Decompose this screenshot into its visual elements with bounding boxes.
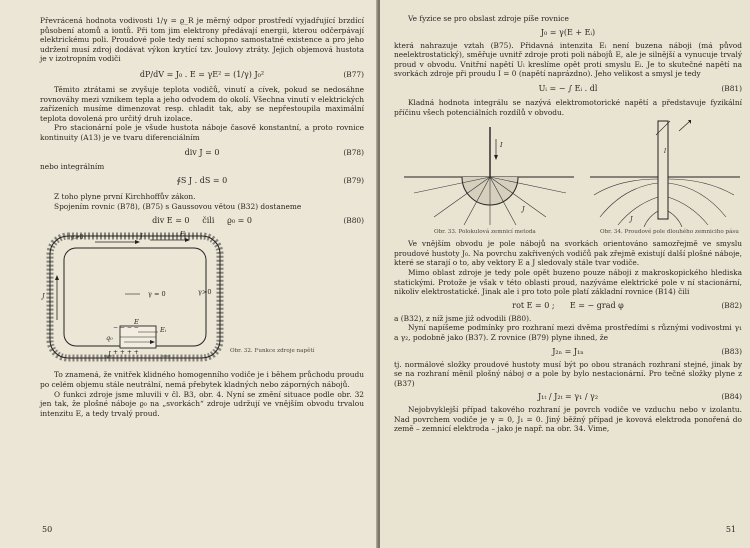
equation-part: rot E = 0 ; bbox=[512, 300, 555, 310]
equation-b77 bbox=[40, 69, 364, 80]
paragraph: Mimo oblast zdroje je tedy pole opět buzeno pouze náboji z makroskopického hlediska statickými. Protože je však v této oblasti proud, nazýváme elektrické pole v ní stacionární, nikoliv elektrostatické. Jinak ale i pro toto pole platí základní rovnice (B14) čili bbox=[394, 267, 742, 297]
paragraph: Spojením rovnic (B78), (B75) s Gaussovou větou (B32) dostaneme bbox=[54, 201, 302, 211]
paragraph: Ve vnějším obvodu je pole nábojů na svorkách orientováno samozřejmě ve smyslu proudové hustoty J₀. Na povrchu zakřivených vodičů pak zřejmě existují další plošné náboje, které se starají o to, aby vektory E a J sledovaly stále tvar vodiče. bbox=[394, 239, 742, 268]
equation-b81 bbox=[394, 83, 742, 94]
equation-text: ∮S J . dS = 0 bbox=[176, 176, 228, 186]
page-number: 50 bbox=[42, 525, 53, 534]
equation-text: J₂ₙ = J₁ₙ bbox=[552, 346, 584, 356]
equation-b83 bbox=[394, 346, 742, 357]
field-label: E bbox=[180, 230, 185, 239]
equation-number: (B79) bbox=[343, 176, 364, 186]
current-label: J bbox=[42, 292, 45, 301]
paragraph: Z toho plyne první Kirchhoffův zákon. bbox=[54, 192, 196, 202]
charge-label: q₀ bbox=[106, 334, 113, 343]
equation-text: div J = 0 bbox=[184, 147, 220, 157]
paragraph: tj. normálové složky proudové hustoty musí být po obou stranách rozhraní stejné, jinak by se na rozhraní měnil plošný náboj σ a pole by bylo nestacionární. Pro tečné složky plyne z (B37) bbox=[394, 359, 742, 388]
paragraph: Nyní napíšeme podmínky pro rozhraní mezi dvěma prostředími s různými vodivostmi γ₁ a γ₂, podobně jako (B37). Z rovnice (B79) plyne ihned, že bbox=[394, 323, 742, 342]
equation-text: J₁ₜ / J₂ₜ = γ₁ / γ₂ bbox=[537, 392, 599, 402]
figures-33-34 bbox=[394, 117, 742, 239]
equation-b80 bbox=[40, 215, 364, 226]
equation-b79 bbox=[40, 175, 364, 186]
figure-32-drawing bbox=[40, 230, 364, 370]
paragraph: a (B32), z níž jsme již odvodili (B80). bbox=[394, 313, 532, 323]
field-label: E bbox=[134, 318, 139, 327]
paragraph: nebo integrálním bbox=[40, 161, 105, 171]
gamma-mid-label: γ = 0 bbox=[148, 290, 166, 299]
gamma-right-label: γ>0 bbox=[198, 288, 212, 297]
equation-number: (B81) bbox=[721, 83, 742, 93]
paragraph: Těmito ztrátami se zvyšuje teplota vodičů, vinutí a cívek, pokud se nedosáhne rovnováhy mezi vznikem tepla a jeho odvodem do okolí. Všechna vinutí v elektrických zařízeních musíme dimenzovat resp. chladit tak, aby se nepřestoupila maximální teplota dovolená pro určitý druh izolace. bbox=[40, 84, 364, 123]
equation-text: J₀ = γ(E + Eᵢ) bbox=[540, 27, 596, 37]
paragraph: O funkci zdroje jsme mluvili v čl. B3, obr. 4. Nyní se změní situace podle obr. 32 jen tak, že plošné náboje ϱ₀ na „svorkách“ zdroje udržují ve vnějším obvodu trvalou intenzitu E, a tedy trvalý proud. bbox=[40, 389, 364, 418]
equation-text: dP/dV = J₀ . E = γE² = (1/γ) J₀² bbox=[139, 69, 265, 79]
equation-number: (B82) bbox=[721, 300, 742, 310]
figure-caption: Obr. 34. Proudové pole dlouhého zemniciho pásu bbox=[600, 229, 739, 236]
current-density-label: J bbox=[630, 215, 633, 224]
gamma-top-label: γ>0 bbox=[70, 233, 84, 242]
paragraph: To znamená, že vnitřek klidného homogenního vodiče je i během průchodu proudu po celém objemu stále neutrální, nemá přebytek kladných nebo záporných nábojů. bbox=[40, 370, 365, 389]
equation-number: (B78) bbox=[343, 147, 364, 157]
equation-number: (B84) bbox=[721, 392, 742, 402]
paragraph: Převrácená hodnota vodivosti 1/γ = ϱ_R je měrný odpor prostředí vyjadřující brzdící působení atomů a iontů. Při tom jim elektrony předávají energii, kterou odčerpávají elektrickému poli. Proudové pole tedy není schopno samostatné existence a pro jeho udržení musí zdroj dodávat výkon krytící tzv. Joulovy ztráty. Jejich objemová hustota je v izotropním vodiči bbox=[40, 16, 364, 64]
equation-part: div E = 0 bbox=[152, 216, 190, 226]
figure-caption: Obr. 32. Funkce zdroje napětí bbox=[230, 348, 315, 355]
length-label: l bbox=[664, 147, 667, 156]
equation-b82 bbox=[394, 300, 742, 311]
current-label: J bbox=[108, 350, 111, 359]
field-label: Eᵢ bbox=[160, 326, 167, 335]
equation-part: ϱ₀ = 0 bbox=[227, 216, 252, 226]
current-label: I bbox=[500, 141, 503, 150]
equation-b84 bbox=[394, 391, 742, 402]
equation-b78 bbox=[40, 147, 364, 158]
figure-caption: Obr. 33. Polokulová zemnicí metoda bbox=[434, 229, 536, 236]
current-label: J bbox=[140, 232, 143, 241]
paragraph: Nejobvyklejší případ takového rozhraní je povrch vodiče ve vzduchu nebo v izolantu. Nad povrchem vodiče je γ = 0, J₁ = 0. Jiný běžný případ je kovová elektroda ponořená do země – zemnicí elektroda – jako je např. na obr. 34. Vime, bbox=[394, 405, 742, 434]
paragraph: Pro stacionární pole je všude hustota náboje časově konstantní, a proto rovnice kontinuity (A13) je ve tvaru diferenciálním bbox=[40, 123, 364, 142]
equation-text: Uᵢ = − ∫ Eᵢ . dl bbox=[538, 83, 598, 93]
figure-32 bbox=[40, 230, 364, 370]
svg-text:+ + + +: + + + + bbox=[113, 349, 139, 357]
equation-number: (B80) bbox=[343, 216, 364, 226]
page-number: 51 bbox=[725, 525, 736, 534]
figures-33-34-drawing bbox=[394, 117, 742, 227]
equation-number: (B83) bbox=[721, 346, 742, 356]
svg-text:− − − −: − − − − bbox=[113, 324, 139, 332]
paragraph: Ve fyzice se pro obslast zdroje píše rovnice bbox=[408, 14, 569, 23]
equation-part: čili bbox=[202, 216, 215, 226]
equation-j0 bbox=[394, 27, 742, 38]
paragraph: Kladná hodnota integrálu se nazývá elektromotorické napětí a představuje fyzikální příčinu všech potenciálních rozdílů v obvodu. bbox=[394, 97, 742, 117]
equation-part: E = − grad φ bbox=[569, 300, 624, 310]
paragraph: která nahrazuje vztah (B75). Přidavná intenzita Eᵢ není buzena náboji (má původ neelektrostatický), směřuje uvnitř zdroje proti poli nábojů E, ale je silnější a vynucuje trvalý proud v obvodu. Vnitřní napětí Uᵢ kreslíme opět proti smyslu Eᵢ. Je to skutečné napětí na svorkách zdroje při proudu I = 0 (napětí naprázdno). Jeho velikost a smysl je tedy bbox=[394, 40, 742, 79]
equation-number: (B77) bbox=[343, 69, 364, 79]
right-page bbox=[380, 0, 750, 548]
current-density-label: J bbox=[522, 205, 525, 214]
